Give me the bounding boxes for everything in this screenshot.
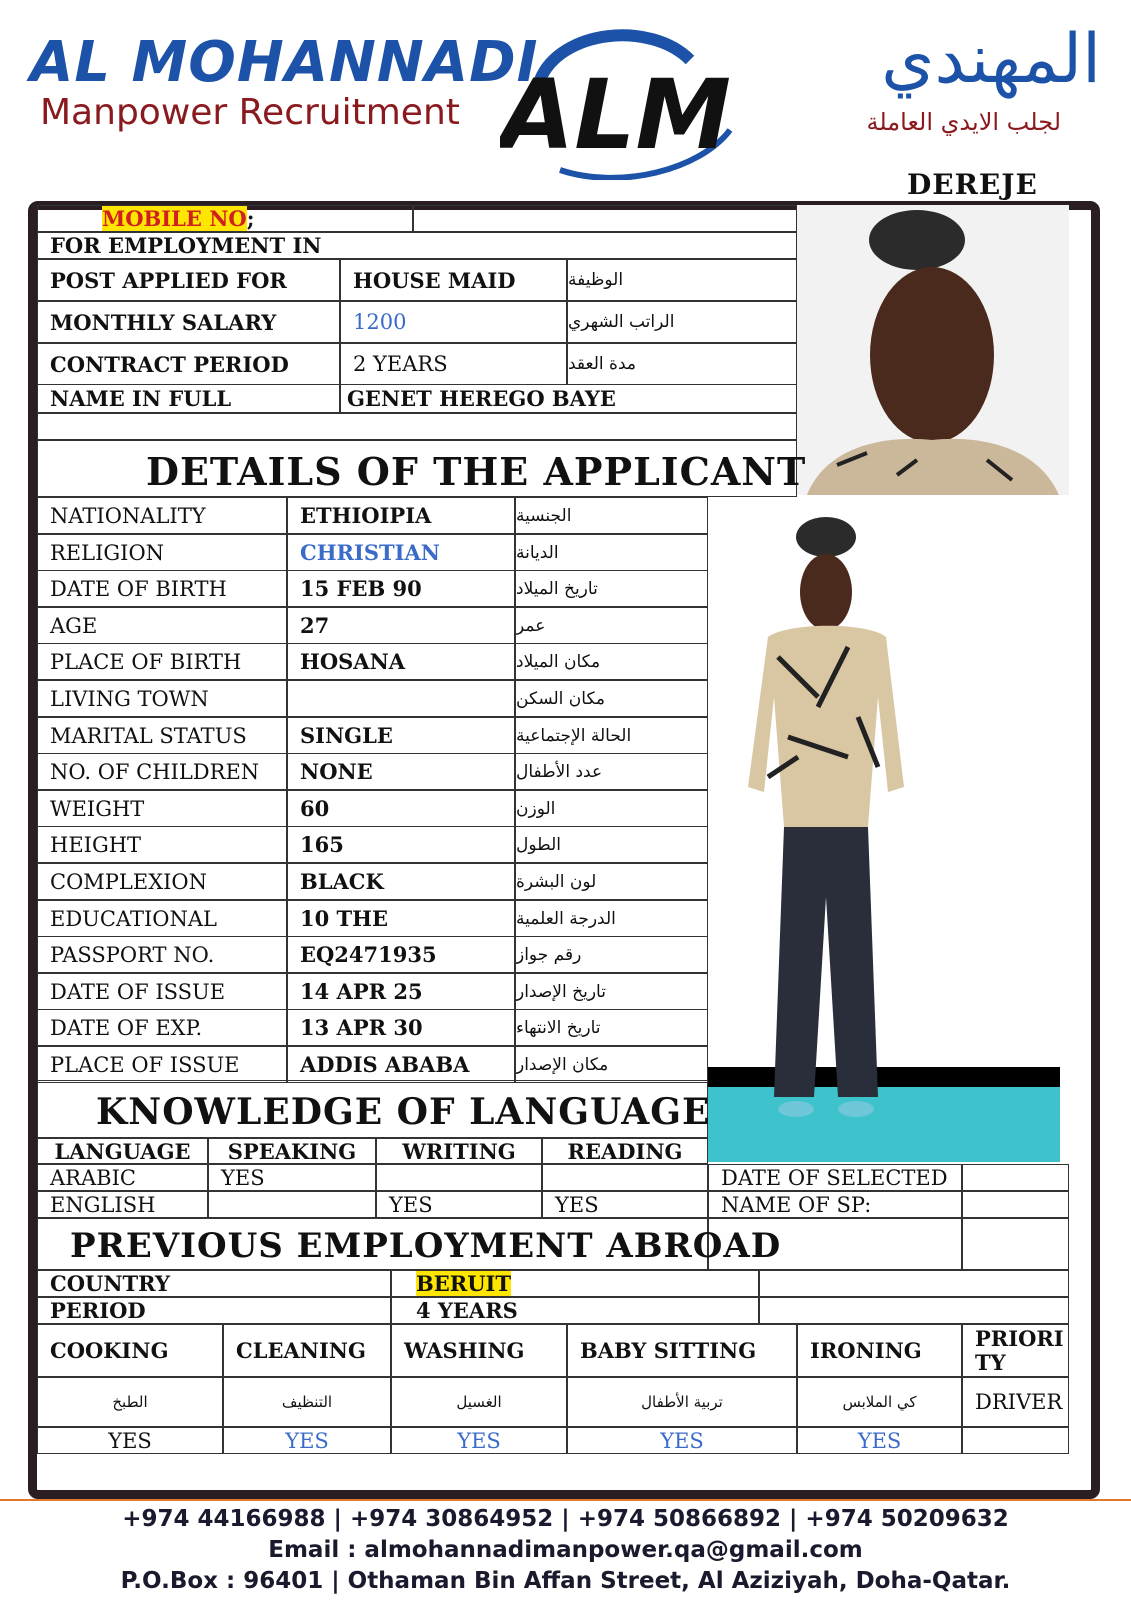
language-cell: YES <box>376 1191 542 1218</box>
detail-arabic: مكان السكن <box>515 680 708 717</box>
priority-value: DRIVER <box>962 1377 1069 1427</box>
language-cell <box>542 1164 708 1191</box>
top-row-value: HOUSE MAID <box>340 259 567 301</box>
language-cell: YES <box>208 1164 376 1191</box>
skill-value: YES <box>797 1427 962 1454</box>
detail-arabic: مكان الإصدار <box>515 1046 708 1083</box>
language-column-header: READING <box>542 1138 708 1164</box>
detail-arabic: الطول <box>515 826 708 863</box>
mobile-row <box>37 205 413 232</box>
detail-value: HOSANA <box>287 643 515 680</box>
detail-label: HEIGHT <box>37 826 287 863</box>
applicant-full-photo <box>708 497 1060 1162</box>
detail-value: CHRISTIAN <box>287 534 515 571</box>
previous-heading: PREVIOUS EMPLOYMENT ABROAD <box>70 1226 782 1266</box>
country-label: COUNTRY <box>37 1270 391 1297</box>
mobile-label: MOBILE NO <box>102 206 247 231</box>
detail-arabic: الوزن <box>515 790 708 827</box>
detail-value: EQ2471935 <box>287 936 515 973</box>
detail-value: ADDIS ABABA <box>287 1046 515 1083</box>
mobile-suffix: ; <box>246 206 255 231</box>
skill-column-header: CLEANING <box>223 1324 391 1377</box>
detail-label: RELIGION <box>37 534 287 571</box>
employment-in: FOR EMPLOYMENT IN <box>37 232 797 259</box>
footer-divider <box>0 1499 1131 1501</box>
detail-value: 165 <box>287 826 515 863</box>
detail-value: SINGLE <box>287 717 515 754</box>
country-value-cell <box>391 1270 759 1297</box>
alm-logo <box>500 20 740 180</box>
skill-column-header: COOKING <box>37 1324 223 1377</box>
name-label: NAME IN FULL <box>37 384 340 413</box>
language-column-header: LANGUAGE <box>37 1138 208 1164</box>
detail-label: COMPLEXION <box>37 863 287 900</box>
detail-label: NO. OF CHILDREN <box>37 753 287 790</box>
language-cell: ARABIC <box>37 1164 208 1191</box>
detail-arabic: عدد الأطفال <box>515 753 708 790</box>
detail-arabic: تاريخ الإصدار <box>515 973 708 1010</box>
company-tagline-ar: لجلب الايدي العاملة <box>866 108 1061 136</box>
skill-column-header: IRONING <box>797 1324 962 1377</box>
detail-value: 10 THE <box>287 900 515 937</box>
detail-arabic: الجنسية <box>515 497 708 534</box>
date-selected-label: DATE OF SELECTED <box>708 1164 962 1191</box>
detail-value: NONE <box>287 753 515 790</box>
footer-email: Email : almohannadimanpower.qa@gmail.com <box>268 1537 863 1563</box>
name-value: GENET HEREGO BAYE <box>340 384 797 413</box>
blank-row <box>37 413 797 440</box>
detail-arabic: تاريخ الميلاد <box>515 570 708 607</box>
skill-arabic: تربية الأطفال <box>567 1377 797 1427</box>
detail-label: AGE <box>37 607 287 644</box>
blank-box-2 <box>962 1218 1069 1270</box>
detail-label: PASSPORT NO. <box>37 936 287 973</box>
detail-value <box>287 680 515 717</box>
detail-label: PLACE OF BIRTH <box>37 643 287 680</box>
company-tagline-en: Manpower Recruitment <box>40 92 460 133</box>
period-extra <box>759 1297 1069 1324</box>
skill-arabic: الغسيل <box>391 1377 567 1427</box>
top-row-arabic: الراتب الشهري <box>567 301 797 343</box>
skill-column-header: BABY SITTING <box>567 1324 797 1377</box>
country-extra <box>759 1270 1069 1297</box>
priority-label-1: PRIORI <box>975 1325 1064 1351</box>
date-selected-value <box>962 1164 1069 1191</box>
footer-phones: +974 44166988 | +974 30864952 | +974 50866892 | +974 50209632 <box>122 1506 1009 1532</box>
language-column-header: SPEAKING <box>208 1138 376 1164</box>
top-row-arabic: مدة العقد <box>567 343 797 385</box>
mobile-value <box>413 205 797 232</box>
name-sp-value <box>962 1191 1069 1218</box>
country-value: BERUIT <box>416 1271 511 1296</box>
skill-column-header: WASHING <box>391 1324 567 1377</box>
detail-label: DATE OF EXP. <box>37 1009 287 1046</box>
language-cell: ENGLISH <box>37 1191 208 1218</box>
skill-value: YES <box>391 1427 567 1454</box>
detail-label: WEIGHT <box>37 790 287 827</box>
top-row-label: MONTHLY SALARY <box>37 301 340 343</box>
top-row-label: CONTRACT PERIOD <box>37 343 340 385</box>
skill-arabic: التنظيف <box>223 1377 391 1427</box>
company-name-ar: المهندي <box>881 20 1101 99</box>
detail-value: 15 FEB 90 <box>287 570 515 607</box>
detail-label: PLACE OF ISSUE <box>37 1046 287 1083</box>
detail-arabic: مكان الميلاد <box>515 643 708 680</box>
skill-value: YES <box>567 1427 797 1454</box>
detail-label: DATE OF BIRTH <box>37 570 287 607</box>
footer-address: P.O.Box : 96401 | Othaman Bin Affan Street, Al Aziziyah, Doha-Qatar. <box>120 1568 1011 1594</box>
detail-label: EDUCATIONAL <box>37 900 287 937</box>
language-heading: KNOWLEDGE OF LANGUAGE <box>96 1091 711 1133</box>
language-cell <box>208 1191 376 1218</box>
priority-label-2: TY <box>975 1349 1006 1375</box>
details-heading: DETAILS OF THE APPLICANT <box>146 449 807 494</box>
detail-arabic: رقم جواز <box>515 936 708 973</box>
logo-mark: ALM <box>500 59 731 171</box>
name-sp-label: NAME OF SP: <box>708 1191 962 1218</box>
language-cell: YES <box>542 1191 708 1218</box>
applicant-portrait <box>797 205 1069 495</box>
skill-value: YES <box>223 1427 391 1454</box>
detail-arabic: عمر <box>515 607 708 644</box>
top-row-label: POST APPLIED FOR <box>37 259 340 301</box>
detail-label: NATIONALITY <box>37 497 287 534</box>
agent-name: DEREJE <box>907 168 1038 201</box>
period-label: PERIOD <box>37 1297 391 1324</box>
detail-label: DATE OF ISSUE <box>37 973 287 1010</box>
skill-arabic: الطبخ <box>37 1377 223 1427</box>
detail-label: LIVING TOWN <box>37 680 287 717</box>
detail-label: MARITAL STATUS <box>37 717 287 754</box>
top-row-value: 1200 <box>340 301 567 343</box>
top-row-arabic: الوظيفة <box>567 259 797 301</box>
company-name-en: AL MOHANNADI <box>30 30 539 95</box>
period-value: 4 YEARS <box>391 1297 759 1324</box>
language-column-header: WRITING <box>376 1138 542 1164</box>
language-cell <box>376 1164 542 1191</box>
detail-value: ETHIOIPIA <box>287 497 515 534</box>
detail-value: 60 <box>287 790 515 827</box>
detail-arabic: تاريخ الانتهاء <box>515 1009 708 1046</box>
detail-value: 14 APR 25 <box>287 973 515 1010</box>
detail-value: 13 APR 30 <box>287 1009 515 1046</box>
detail-arabic: الدرجة العلمية <box>515 900 708 937</box>
detail-arabic: لون البشرة <box>515 863 708 900</box>
detail-arabic: الحالة الإجتماعية <box>515 717 708 754</box>
detail-value: 27 <box>287 607 515 644</box>
skill-arabic: كي الملابس <box>797 1377 962 1427</box>
priority-header <box>962 1324 1069 1377</box>
top-row-value: 2 YEARS <box>340 343 567 385</box>
skill-value: YES <box>37 1427 223 1454</box>
detail-arabic: الديانة <box>515 534 708 571</box>
priority-extra <box>962 1427 1069 1454</box>
detail-value: BLACK <box>287 863 515 900</box>
